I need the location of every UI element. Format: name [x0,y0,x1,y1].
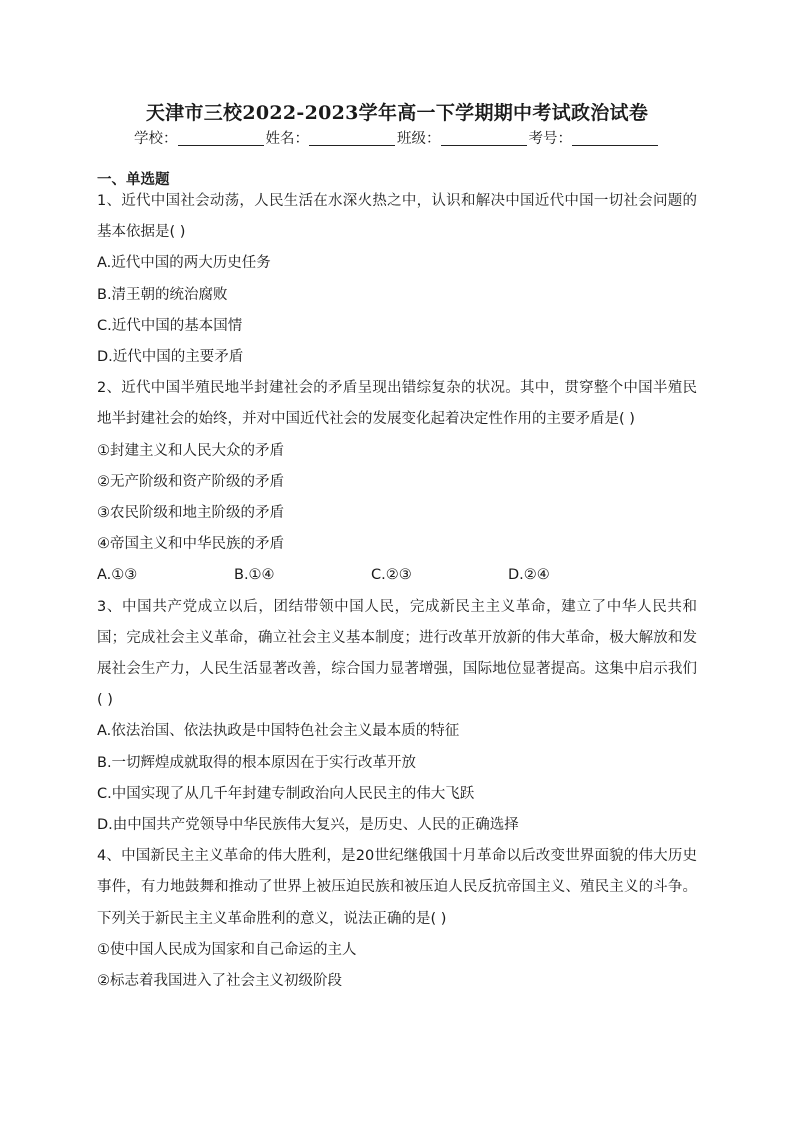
class-label: 班级： [397,131,441,147]
name-label: 姓名： [265,131,309,147]
option-a[interactable]: A.近代中国的两大历史任务 [97,255,271,272]
name-field [266,127,398,148]
option-d[interactable]: D.近代中国的主要矛盾 [97,349,244,366]
question-3 [97,592,697,842]
exam-no-field [529,127,661,148]
question-stem: 1、近代中国社会动荡，人民生活在水深火热之中，认识和解决中国近代中国一切社会问题的基本依据是( ) [97,193,697,241]
option-d[interactable]: D.由中国共产党领导中华民族伟大复兴，是历史、人民的正确选择 [97,817,519,834]
option-b[interactable]: B.清王朝的统治腐败 [97,286,228,303]
class-blank[interactable] [441,131,527,146]
statement-3: ③农民阶级和地主阶级的矛盾 [97,505,284,522]
school-blank[interactable] [178,131,264,146]
question-stem: 3、中国共产党成立以后，团结带领中国人民，完成新民主主义革命，建立了中华人民共和国；完成社会主义革命，确立社会主义基本制度；进行改革开放新的伟大革命，极大解放和发展社会生产力，人民生活显著改善，综合国力显著增强，国际地位显著提高。这集中启示我们( ) [97,598,697,709]
options-row [97,560,697,591]
option-a[interactable]: A.依法治国、依法执政是中国特色社会主义最本质的特征 [97,723,460,740]
page-title: 天津市三校2022-2023学年高一下学期期中考试政治试卷 [145,102,649,124]
option-b[interactable]: B.①④ [234,567,275,584]
option-c[interactable]: C.②③ [371,567,412,584]
exam-no-blank[interactable] [572,131,658,146]
question-stem: 2、近代中国半殖民地半封建社会的矛盾呈现出错综复杂的状况。其中，贯穿整个中国半殖民地半封建社会的始终，并对中国近代社会的发展变化起着决定性作用的主要矛盾是( ) [97,380,697,428]
questions-list [97,186,697,997]
statement-1: ①使中国人民成为国家和自己命运的主人 [97,941,357,958]
question-2 [97,373,697,591]
school-field [134,127,266,148]
question-4 [97,841,697,997]
exam-no-label: 考号： [528,131,572,147]
statement-2: ②无产阶级和资产阶级的矛盾 [97,473,284,490]
option-d[interactable]: D.②④ [508,567,550,584]
statement-1: ①封建主义和人民大众的矛盾 [97,442,284,459]
option-a[interactable]: A.①③ [97,567,138,584]
section-heading: 一、单选题 [97,172,170,188]
student-info-row [0,127,794,148]
school-label: 学校： [134,131,178,147]
class-field [397,127,529,148]
option-c[interactable]: C.近代中国的基本国情 [97,317,243,334]
statement-2: ②标志着我国进入了社会主义初级阶段 [97,973,342,990]
statement-4: ④帝国主义和中华民族的矛盾 [97,536,284,553]
option-c[interactable]: C.中国实现了从几千年封建专制政治向人民民主的伟大飞跃 [97,785,475,802]
question-stem: 4、中国新民主主义革命的伟大胜利，是20世纪继俄国十月革命以后改变世界面貌的伟大历史事件，有力地鼓舞和推动了世界上被压迫民族和被压迫人民反抗帝国主义、殖民主义的斗争。下列关于新民主主义革命胜利的意义，说法正确的是( ) [97,848,697,927]
option-b[interactable]: B.一切辉煌成就取得的根本原因在于实行改革开放 [97,754,417,771]
name-blank[interactable] [309,131,395,146]
question-1 [97,186,697,373]
